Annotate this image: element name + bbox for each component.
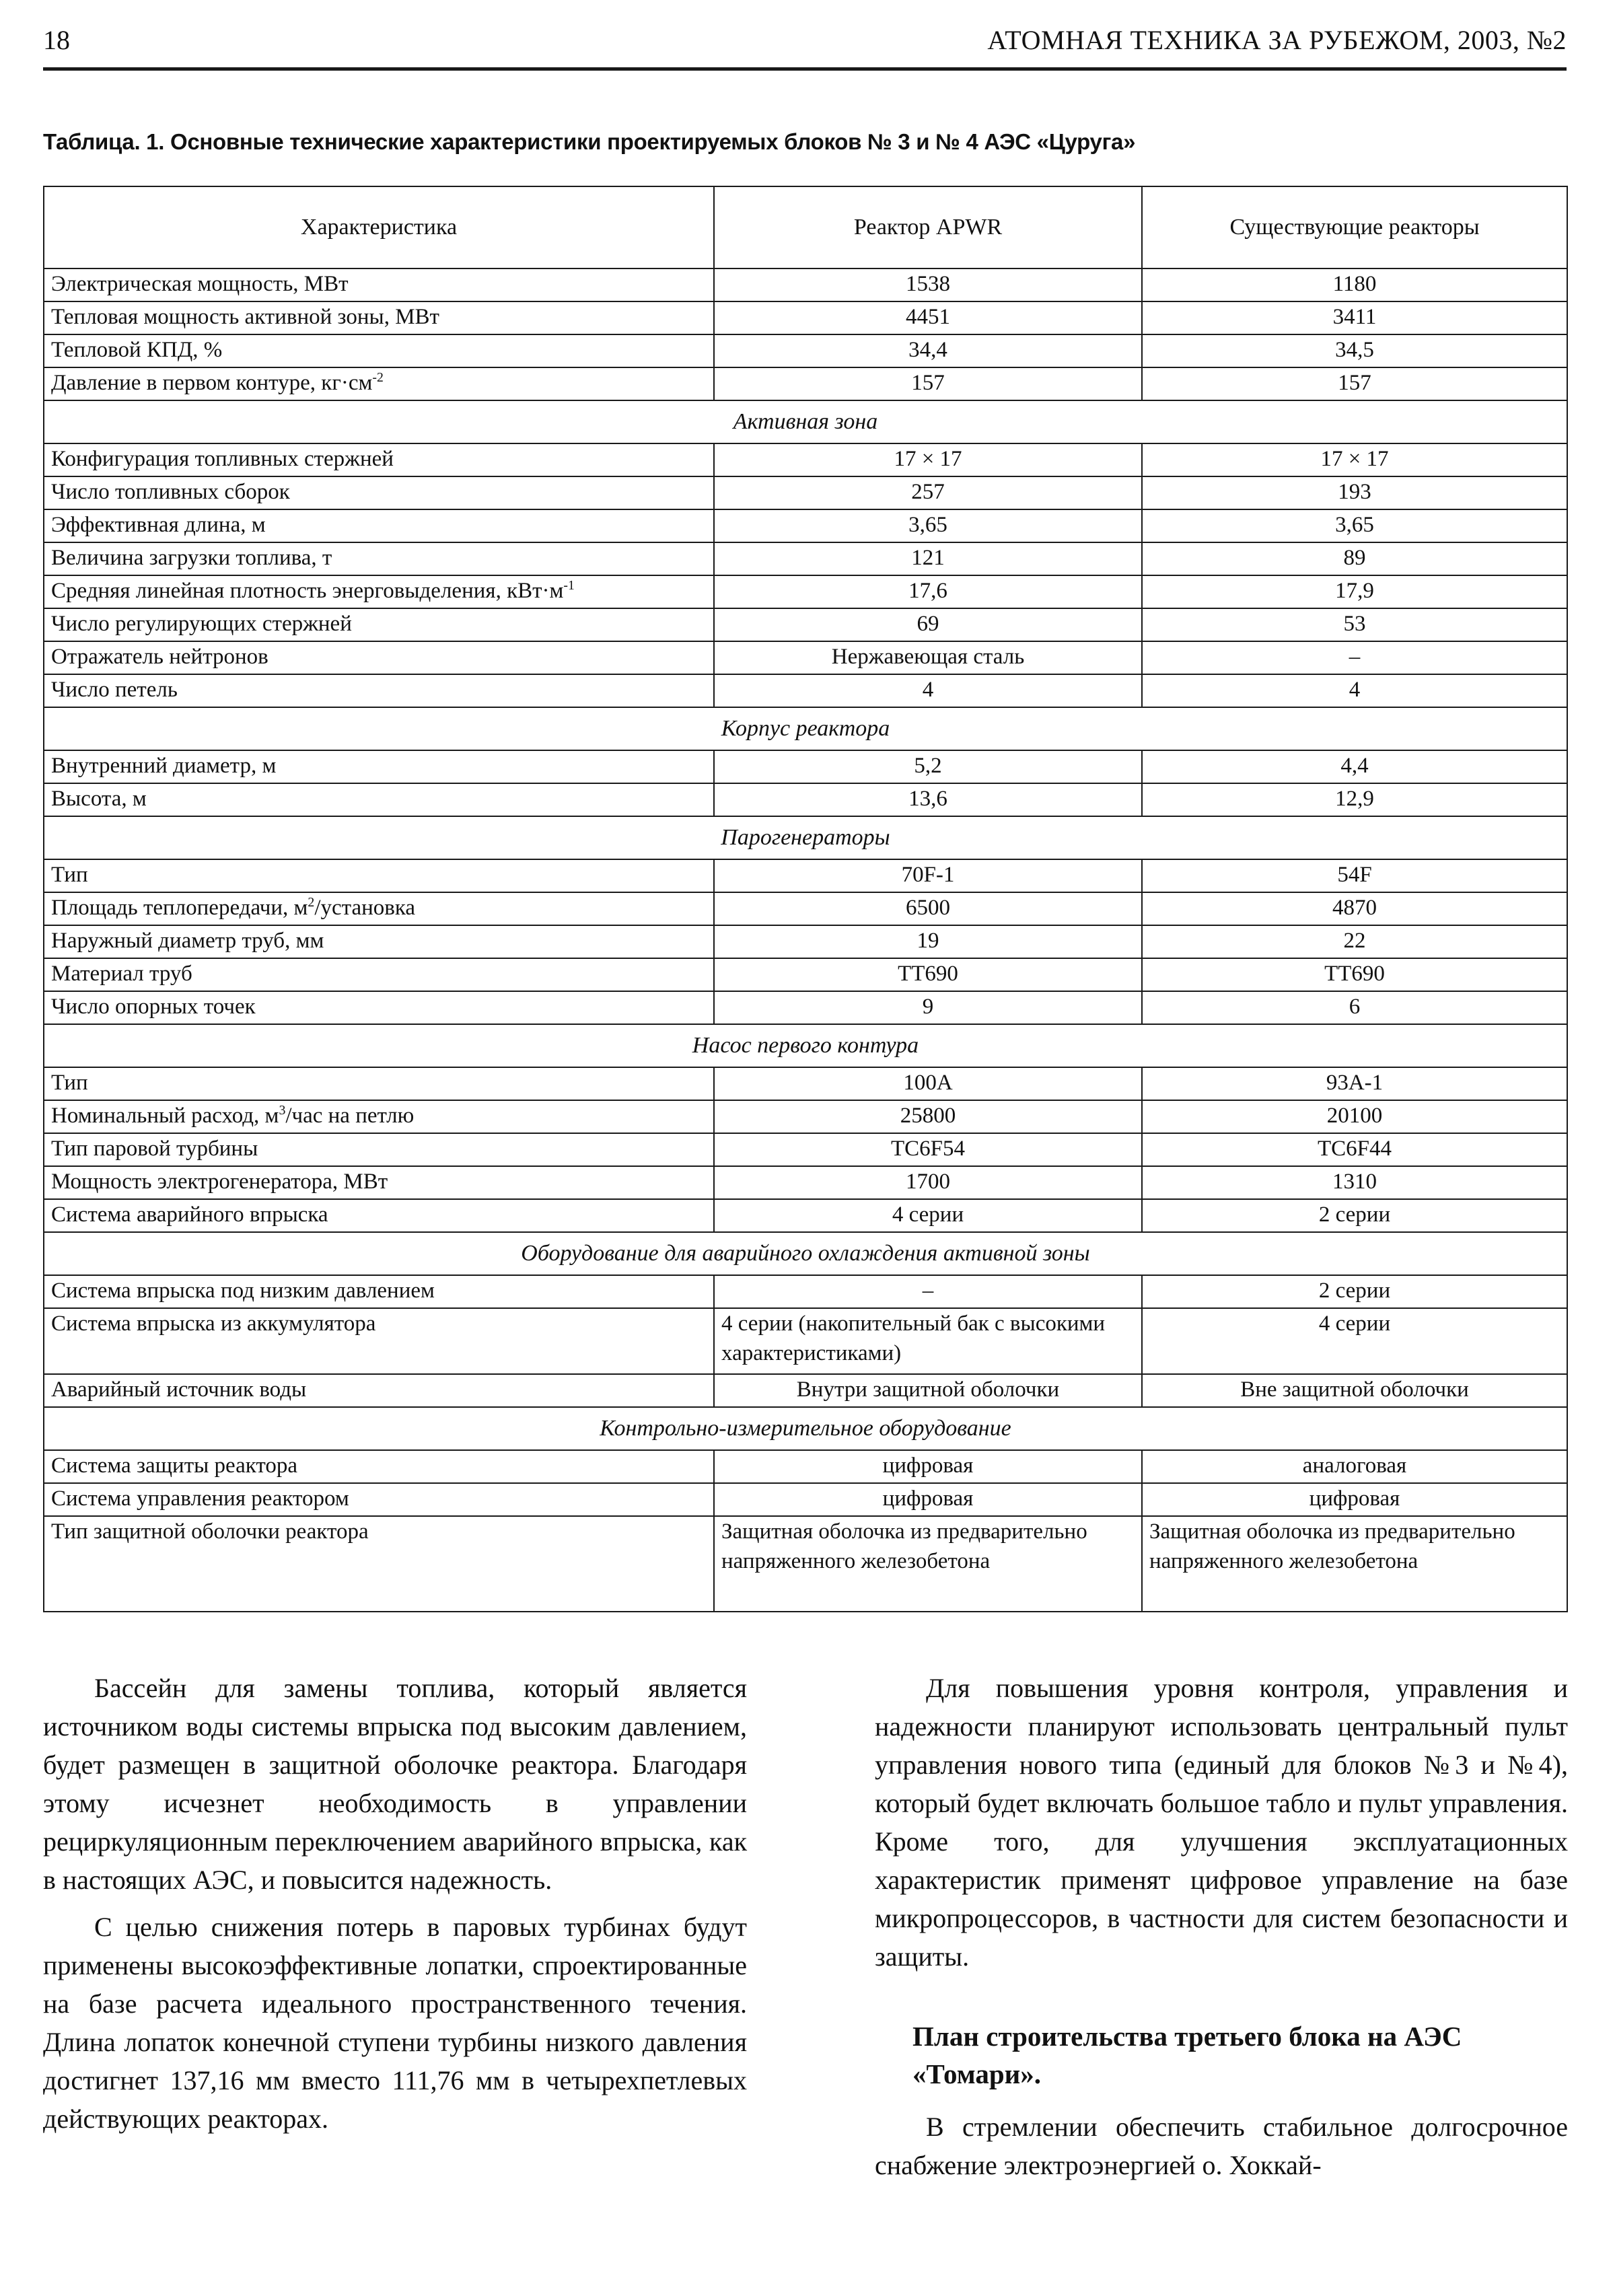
table-row [44, 1166, 1567, 1199]
row-label [44, 1516, 714, 1612]
table-body [44, 268, 1567, 1612]
existing-value: 3411 [1142, 301, 1567, 334]
row-label-tail: /час на петлю [285, 1104, 415, 1128]
table-row [44, 476, 1567, 509]
table-row [44, 1275, 1567, 1308]
section-title: Парогенераторы [44, 816, 1567, 859]
table-row [44, 443, 1567, 476]
row-label-text: Средняя линейная плотность энерговыделения, кВт·м [51, 579, 564, 603]
row-label [44, 991, 714, 1024]
section-title: Активная зона [44, 400, 1567, 443]
row-label [44, 1067, 714, 1100]
row-label-tail: /установка [314, 896, 416, 920]
row-label [44, 608, 714, 641]
table-row [44, 1308, 1567, 1374]
row-label [44, 1166, 714, 1199]
table-row [44, 1374, 1567, 1407]
existing-value: Вне защитной оболочки [1142, 1374, 1567, 1407]
column-header-existing: Существующие реакторы [1142, 186, 1567, 268]
table-row [44, 991, 1567, 1024]
table-row [44, 1516, 1567, 1612]
row-label [44, 674, 714, 707]
table-row [44, 783, 1567, 816]
row-label-text: Тепловая мощность активной зоны, МВт [51, 305, 439, 329]
existing-value: 4 [1142, 674, 1567, 707]
existing-value: – [1142, 641, 1567, 674]
row-label-text: Эффективная длина, м [51, 513, 266, 537]
apwr-value: 3,65 [714, 509, 1142, 542]
table-row [44, 608, 1567, 641]
table-row [44, 641, 1567, 674]
row-label-text: Число опорных точек [51, 995, 256, 1019]
apwr-value: 6500 [714, 892, 1142, 925]
apwr-value: 4 [714, 674, 1142, 707]
row-label-text: Тип защитной оболочки реактора [51, 1519, 369, 1544]
row-label-text: Высота, м [51, 787, 147, 811]
existing-value: 2 серии [1142, 1275, 1567, 1308]
row-label-text: Число топливных сборок [51, 480, 290, 504]
apwr-value: 34,4 [714, 334, 1142, 367]
apwr-value: цифровая [714, 1450, 1142, 1483]
row-label [44, 509, 714, 542]
apwr-value: 121 [714, 542, 1142, 575]
existing-value: 17 × 17 [1142, 443, 1567, 476]
existing-value: 20100 [1142, 1100, 1567, 1133]
existing-value: 4,4 [1142, 750, 1567, 783]
apwr-value: 70F-1 [714, 859, 1142, 892]
paragraph: Бассейн для замены топлива, который является источником воды системы впрыска под высоким давлением, будет размещен в защитной оболочке реактора. Благодаря этому исчезнет необходимость в управлении рециркуляционным переключением аварийного впрыска, как в настоящих АЭС, и повысится надежность. [43, 1673, 747, 1895]
apwr-value: TC6F54 [714, 1133, 1142, 1166]
column-header-apwr: Реактор APWR [714, 186, 1142, 268]
section-title: Оборудование для аварийного охлаждения активной зоны [44, 1232, 1567, 1275]
table-row [44, 1450, 1567, 1483]
existing-value: аналоговая [1142, 1450, 1567, 1483]
table-row [44, 750, 1567, 783]
row-label [44, 575, 714, 608]
row-label-text: Электрическая мощность, МВт [51, 272, 349, 296]
row-label-text: Наружный диаметр труб, мм [51, 929, 324, 953]
apwr-value: 157 [714, 367, 1142, 400]
section-row [44, 1232, 1567, 1275]
table-caption: Таблица. 1. Основные технические характеристики проектируемых блоков № 3 и № 4 АЭС «Цуруга» [43, 129, 1136, 154]
apwr-value: Защитная оболочка из предварительно напряженного железобетона [714, 1516, 1142, 1612]
row-label-text: Система впрыска под низким давлением [51, 1279, 435, 1303]
row-label-text: Тип паровой турбины [51, 1137, 258, 1161]
table-row [44, 268, 1567, 301]
table-row [44, 509, 1567, 542]
row-label [44, 334, 714, 367]
row-label-text: Тип [51, 863, 88, 887]
row-label-text: Тип [51, 1071, 88, 1095]
existing-value: TC6F44 [1142, 1133, 1567, 1166]
existing-value: 17,9 [1142, 575, 1567, 608]
row-label-text: Давление в первом контуре, кг·см [51, 371, 373, 395]
apwr-value: 4 серии (накопительный бак с высокими характеристиками) [714, 1308, 1142, 1374]
row-label-text: Система защиты реактора [51, 1454, 297, 1478]
apwr-value: 4451 [714, 301, 1142, 334]
existing-value: 53 [1142, 608, 1567, 641]
apwr-value: 257 [714, 476, 1142, 509]
table-row [44, 1067, 1567, 1100]
row-label-text: Внутренний диаметр, м [51, 754, 277, 778]
apwr-value: Нержавеющая сталь [714, 641, 1142, 674]
existing-value: 89 [1142, 542, 1567, 575]
existing-value: 2 серии [1142, 1199, 1567, 1232]
existing-value: 1310 [1142, 1166, 1567, 1199]
apwr-value: 1700 [714, 1166, 1142, 1199]
apwr-value: Внутри защитной оболочки [714, 1374, 1142, 1407]
column-header-characteristic: Характеристика [44, 186, 714, 268]
section-row [44, 1407, 1567, 1450]
row-label-text: Аварийный источник воды [51, 1377, 307, 1402]
apwr-value: цифровая [714, 1483, 1142, 1516]
section-title: Корпус реактора [44, 707, 1567, 750]
apwr-value: 1538 [714, 268, 1142, 301]
table-row [44, 542, 1567, 575]
table-row [44, 301, 1567, 334]
text-column-left [43, 1669, 747, 2147]
existing-value: 54F [1142, 859, 1567, 892]
section-row [44, 400, 1567, 443]
row-label-text: Мощность электрогенератора, МВт [51, 1170, 388, 1194]
row-label-text: Система впрыска из аккумулятора [51, 1312, 376, 1336]
row-label-text: Величина загрузки топлива, т [51, 546, 332, 570]
table-row [44, 1199, 1567, 1232]
row-label [44, 268, 714, 301]
row-label-text: Материал труб [51, 962, 192, 986]
unit-exponent: -1 [563, 578, 575, 593]
existing-value: 4870 [1142, 892, 1567, 925]
row-label [44, 892, 714, 925]
row-label [44, 367, 714, 400]
row-label [44, 750, 714, 783]
row-label [44, 1450, 714, 1483]
section-row [44, 707, 1567, 750]
row-label [44, 1100, 714, 1133]
row-label-text: Система аварийного впрыска [51, 1203, 328, 1227]
apwr-value: 13,6 [714, 783, 1142, 816]
existing-value: 93A-1 [1142, 1067, 1567, 1100]
table-row [44, 859, 1567, 892]
apwr-value: 17,6 [714, 575, 1142, 608]
apwr-value: 17 × 17 [714, 443, 1142, 476]
table-row [44, 1133, 1567, 1166]
apwr-value: 69 [714, 608, 1142, 641]
table-row [44, 925, 1567, 958]
journal-title: АТОМНАЯ ТЕХНИКА ЗА РУБЕЖОМ, 2003, №2 [987, 25, 1567, 55]
existing-value: 12,9 [1142, 783, 1567, 816]
section-heading: План строительства третьего блока на АЭС «Томари». [912, 2021, 1462, 2089]
table-header-row [44, 186, 1567, 268]
existing-value: 3,65 [1142, 509, 1567, 542]
apwr-value: – [714, 1275, 1142, 1308]
existing-value: 193 [1142, 476, 1567, 509]
row-label [44, 542, 714, 575]
unit-exponent: 3 [279, 1103, 286, 1118]
row-label-text: Номинальный расход, м [51, 1104, 279, 1128]
table-row [44, 892, 1567, 925]
row-label [44, 859, 714, 892]
section-title: Контрольно-измерительное оборудование [44, 1407, 1567, 1450]
paragraph: Для повышения уровня контроля, управления и надежности планируют использовать центральный пульт управления нового типа (единый для блоков №3 и №4), который будет включать большое табло и пульт управления. Кроме того, для улучшения эксплуатационных характеристик применят цифровое управление на базе микропроцессоров, в частности для систем безопасности и защиты. [875, 1673, 1568, 1972]
row-label [44, 476, 714, 509]
row-label-text: Конфигурация топливных стержней [51, 447, 394, 471]
table-row [44, 1483, 1567, 1516]
existing-value: TT690 [1142, 958, 1567, 991]
row-label [44, 641, 714, 674]
row-label [44, 1275, 714, 1308]
existing-value: 157 [1142, 367, 1567, 400]
apwr-value: TT690 [714, 958, 1142, 991]
paragraph: С целью снижения потерь в паровых турбинах будут применены высокоэффективные лопатки, спроектированные на базе расчета идеального пространственного течения. Длина лопаток конечной ступени турбины низкого давления достигнет 137,16 мм вместо 111,76 мм в четырехпетлевых действующих реакторах. [43, 1912, 747, 2134]
page-number: 18 [43, 25, 70, 55]
apwr-value: 100A [714, 1067, 1142, 1100]
row-label-text: Число регулирующих стержней [51, 612, 352, 636]
row-label-text: Отражатель нейтронов [51, 645, 268, 669]
apwr-value: 25800 [714, 1100, 1142, 1133]
existing-value: Защитная оболочка из предварительно напряженного железобетона [1142, 1516, 1567, 1612]
row-label [44, 301, 714, 334]
apwr-value: 19 [714, 925, 1142, 958]
row-label [44, 925, 714, 958]
table-row [44, 575, 1567, 608]
section-title: Насос первого контура [44, 1024, 1567, 1067]
specifications-table [43, 186, 1568, 1612]
table-row [44, 334, 1567, 367]
running-head [43, 19, 1567, 71]
row-label [44, 1199, 714, 1232]
paragraph: В стремлении обеспечить стабильное долгосрочное снабжение электроэнергией о. Хоккай- [875, 2112, 1568, 2180]
section-row [44, 1024, 1567, 1067]
row-label [44, 958, 714, 991]
row-label [44, 783, 714, 816]
row-label [44, 1308, 714, 1374]
existing-value: цифровая [1142, 1483, 1567, 1516]
apwr-value: 4 серии [714, 1199, 1142, 1232]
row-label [44, 443, 714, 476]
table-row [44, 674, 1567, 707]
section-row [44, 816, 1567, 859]
row-label-text: Система управления реактором [51, 1486, 349, 1511]
apwr-value: 5,2 [714, 750, 1142, 783]
row-label-text: Площадь теплопередачи, м [51, 896, 308, 920]
row-label [44, 1133, 714, 1166]
existing-value: 4 серии [1142, 1308, 1567, 1374]
table-row [44, 958, 1567, 991]
row-label [44, 1374, 714, 1407]
table-row [44, 367, 1567, 400]
existing-value: 6 [1142, 991, 1567, 1024]
row-label-text: Тепловой КПД, % [51, 338, 223, 362]
existing-value: 1180 [1142, 268, 1567, 301]
row-label [44, 1483, 714, 1516]
unit-exponent: 2 [308, 895, 315, 910]
apwr-value: 9 [714, 991, 1142, 1024]
row-label-text: Число петель [51, 678, 178, 702]
table-row [44, 1100, 1567, 1133]
existing-value: 34,5 [1142, 334, 1567, 367]
text-column-right [875, 1669, 1568, 2193]
existing-value: 22 [1142, 925, 1567, 958]
unit-exponent: -2 [372, 370, 384, 385]
